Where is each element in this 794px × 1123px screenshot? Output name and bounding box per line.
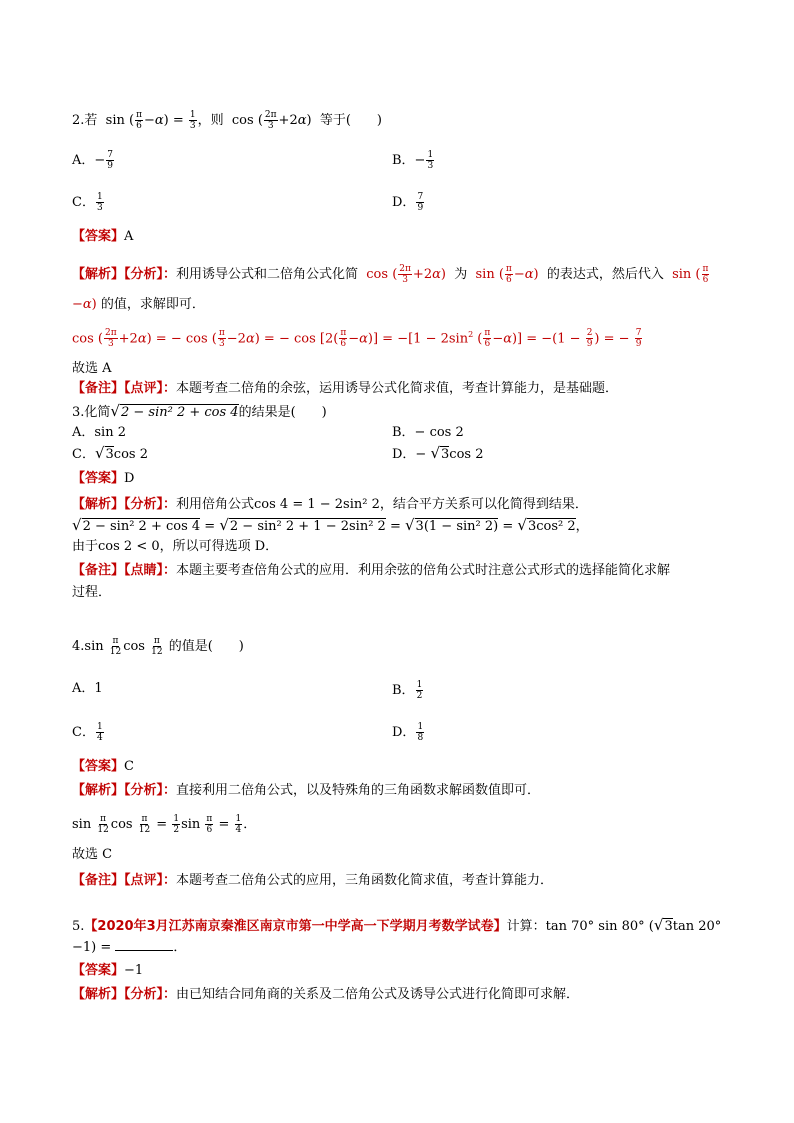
q2-stem: 2.若 sin ( $\frac{\pi}{6}$ −α) = $\frac{1}{3}$ ，则 cos ( $\frac{2\pi}{3}$ +2α) 等于( ) (72, 110, 382, 131)
q4-stem: 4.sin $\frac{\pi}{12}$ cos $\frac{\pi}{12}$ 的值是( ) (72, 636, 244, 657)
q5-answer: 【答案】−1 (72, 963, 144, 978)
q3-remark: 【备注】【点睛】：本题主要考查倍角公式的应用．利用余弦的倍角公式时注意公式形式的选择能简化求解 (72, 563, 671, 578)
q2-option-b: B．− $\frac{1}{3}$ (392, 150, 434, 171)
q2-conclusion: 故选 A (72, 361, 112, 376)
q3-analysis: 【解析】【分析】：利用倍角公式cos 4 = 1 − 2sin² 2，结合平方关系可以化简得到结果． (72, 497, 588, 512)
q4-option-b: B． $\frac{1}{2}$ (392, 680, 423, 701)
answer-blank (115, 938, 173, 951)
q4-solution: sin $\frac{\pi}{12}$ cos $\frac{\pi}{12}$ = $\frac{1}{2}$ sin $\frac{\pi}{6}$ = $\frac{1}{4}$ ． (72, 814, 257, 835)
q5-analysis: 【解析】【分析】：由已知结合同角商的关系及二倍角公式及诱导公式进行化简即可求解． (72, 987, 580, 1002)
q2-option-d: D． $\frac{7}{9}$ (392, 192, 424, 213)
q3-option-b: B．− cos 2 (392, 425, 464, 440)
q5-stem: 5.【2020年3月江苏南京秦淮区南京市第一中学高一下学期月考数学试卷】计算：tan 70° sin 80° (√3tan 20° (72, 916, 722, 934)
q3-answer: 【答案】D (72, 471, 135, 486)
q2-solution: cos ( $\frac{2\pi}{3}$ +2α) = − cos ( $\frac{\pi}{3}$ −2α) = − cos [2( $\frac{\pi}{6}$ $-\alpha)] = -[1 - 2\sin^2$ ( $\frac{\pi}{6}$ −α)] = −(1 − $\frac{2}{9}$ ) = − $\frac{7}{9}$ (72, 328, 642, 350)
q2-analysis: 【解析】【分析】：利用诱导公式和二倍角公式化简 cos ( $\frac{2\pi}{3}$ +2α) 为 sin ( $\frac{\pi}{6}$ −α) 的表达式，然后代入 sin ( $\frac{\pi}{6}$ (72, 264, 709, 285)
q4-option-d: D． $\frac{1}{8}$ (392, 722, 424, 743)
q3-solution: √2 − sin² 2 + cos 4 = √2 − sin² 2 + 1 − 2sin² 2 = √3(1 − sin² 2) = √3cos² 2， (72, 516, 589, 534)
q4-option-a: A．1 (72, 681, 103, 696)
q4-answer: 【答案】C (72, 759, 134, 774)
q2-option-c: C． $\frac{1}{3}$ (72, 192, 103, 213)
q2-option-a: A．− $\frac{7}{9}$ (72, 150, 114, 171)
q2-remark: 【备注】【点评】：本题考查二倍角的余弦，运用诱导公式化简求值，考查计算能力，是基础题． (72, 381, 619, 396)
q4-conclusion: 故选 C (72, 847, 113, 862)
q3-option-a: A．sin 2 (72, 425, 126, 440)
q3-option-d: D．− √3cos 2 (392, 444, 484, 462)
q2-answer: 【答案】A (72, 229, 134, 244)
q3-conclusion: 由于cos 2 < 0，所以可得选项 D． (72, 539, 279, 554)
q2-analysis-line2: −α) 的值，求解即可． (72, 297, 205, 312)
q3-remark-line2: 过程． (72, 585, 112, 600)
q5-stem-line2: −1) = ． (72, 940, 187, 955)
q4-option-c: C． $\frac{1}{4}$ (72, 722, 103, 743)
q4-remark: 【备注】【点评】：本题考查二倍角公式的应用，三角函数化简求值，考查计算能力． (72, 873, 554, 888)
q3-stem: 3.化简√2 − sin² 2 + cos 4的结果是( ) (72, 402, 327, 420)
q3-option-c: C．√3cos 2 (72, 444, 148, 462)
q4-analysis: 【解析】【分析】：直接利用二倍角公式，以及特殊角的三角函数求解函数值即可． (72, 783, 541, 798)
